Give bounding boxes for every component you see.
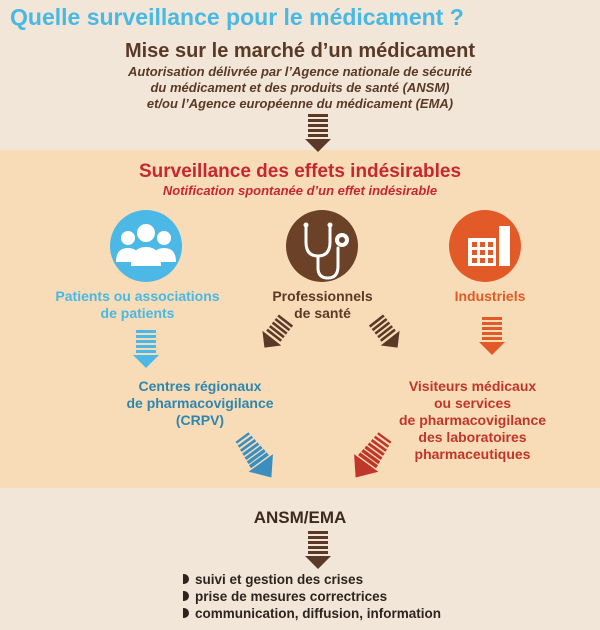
label-line: de pharmacovigilance [398, 412, 547, 428]
agency-label: ANSM/EMA [253, 508, 347, 527]
market-heading: Mise sur le marché d’un médicament [124, 40, 476, 62]
label-line: Professionnels [272, 288, 373, 304]
arrow-market-to-surveillance [305, 114, 331, 152]
label-line: pharmaceutiques [414, 446, 531, 462]
bullet-icon [183, 591, 189, 601]
actions-list [183, 571, 441, 622]
arrow-patients-to-crpv [133, 330, 159, 368]
surveillance-subheading: Notification spontanée d’un effet indésirable [162, 183, 438, 198]
factory-icon [449, 210, 521, 282]
bullet-icon [183, 608, 189, 618]
market-line: Autorisation délivrée par l’Agence nationale de sécurité [128, 64, 472, 79]
action-text: prise de mesures correctrices [195, 589, 388, 604]
label-line: des laboratoires [418, 429, 527, 445]
label-crpv [90, 378, 310, 429]
list-item [183, 571, 441, 588]
label-industry [440, 288, 540, 305]
label-professionals [250, 288, 395, 322]
label-visitors [370, 378, 575, 463]
action-text: suivi et gestion des crises [195, 572, 364, 587]
surveillance-heading: Surveillance des effets indésirables [138, 161, 462, 182]
list-item [183, 588, 441, 605]
bullet-icon [183, 574, 189, 584]
label-patients [30, 288, 245, 322]
arrow-industry-to-visitors [479, 317, 505, 355]
label-line: Industriels [454, 288, 526, 304]
label-line: (CRPV) [175, 412, 225, 428]
label-line: Centres régionaux [138, 378, 262, 394]
label-line: Patients ou associations [55, 288, 220, 304]
label-line: de patients [100, 305, 175, 321]
arrow-crpv-to-agency [230, 428, 284, 486]
market-line: et/ou l’Agence européenne du médicament (EMA) [146, 96, 454, 111]
stethoscope-icon [286, 210, 358, 282]
list-item [183, 605, 441, 622]
label-line: de pharmacovigilance [126, 395, 274, 411]
patients-group-icon [110, 210, 182, 282]
label-line: de santé [294, 305, 351, 321]
label-line: Visiteurs médicaux [408, 378, 537, 394]
market-line: du médicament et des produits de santé (ANSM) [150, 80, 450, 95]
action-text: communication, diffusion, information [195, 606, 441, 621]
page-title: Quelle surveillance pour le médicament ? [10, 4, 464, 30]
arrow-agency-to-actions [305, 531, 331, 569]
label-line: ou services [433, 395, 512, 411]
